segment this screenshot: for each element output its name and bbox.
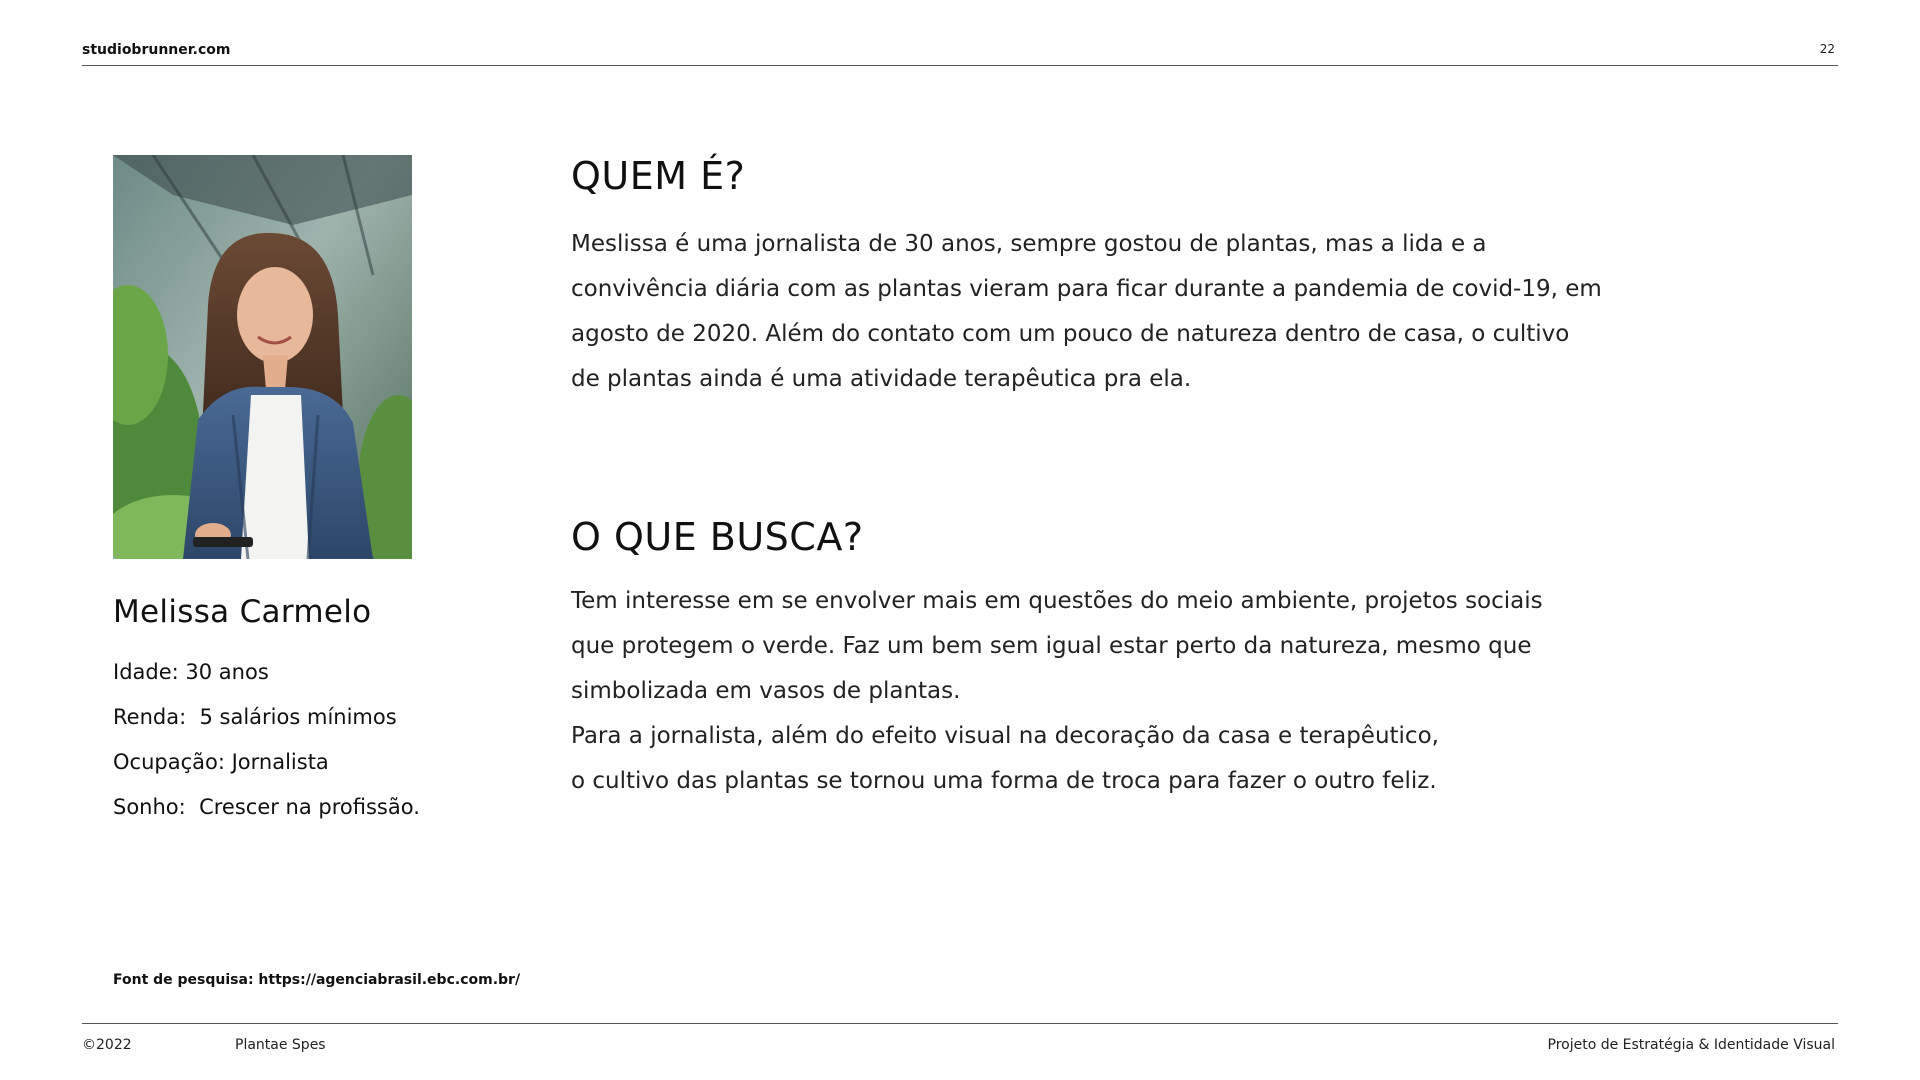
footer-project-title: Projeto de Estratégia & Identidade Visual	[1547, 1037, 1835, 1053]
header-divider	[82, 65, 1838, 66]
footer-divider	[82, 1023, 1838, 1024]
who-paragraph	[571, 222, 1651, 402]
footer-copyright: ©2022	[82, 1037, 132, 1053]
seeks-line: Para a jornalista, além do efeito visual na decoração da casa e terapêutico,	[571, 723, 1439, 749]
page-number: 22	[1819, 42, 1835, 56]
seeks-paragraph	[571, 579, 1651, 804]
persona-facts-list	[113, 650, 420, 830]
persona-name: Melissa Carmelo	[113, 594, 372, 630]
research-source-note: Font de pesquisa: https://agenciabrasil.ebc.com.br/	[113, 972, 521, 988]
footer-brand: Plantae Spes	[235, 1037, 326, 1053]
persona-age: Idade: 30 anos	[113, 660, 269, 684]
who-line: convivência diária com as plantas vieram para ficar durante a pandemia de covid-19, em	[571, 276, 1602, 302]
who-line: Meslissa é uma jornalista de 30 anos, sempre gostou de plantas, mas a lida e a	[571, 231, 1487, 257]
seeks-line: simbolizada em vasos de plantas.	[571, 678, 961, 704]
who-line: de plantas ainda é uma atividade terapêutica pra ela.	[571, 366, 1192, 392]
seeks-line: Tem interesse em se envolver mais em questões do meio ambiente, projetos sociais	[571, 588, 1543, 614]
who-heading: QUEM É?	[571, 154, 746, 198]
site-url: studiobrunner.com	[82, 42, 231, 58]
persona-photo	[113, 155, 412, 559]
who-line: agosto de 2020. Além do contato com um pouco de natureza dentro de casa, o cultivo	[571, 321, 1570, 347]
seeks-heading: O QUE BUSCA?	[571, 515, 864, 559]
persona-occupation: Ocupação: Jornalista	[113, 750, 329, 774]
persona-dream: Sonho: Crescer na profissão.	[113, 795, 420, 819]
persona-photo-illustration	[113, 155, 412, 559]
persona-income: Renda: 5 salários mínimos	[113, 705, 397, 729]
seeks-line: que protegem o verde. Faz um bem sem igual estar perto da natureza, mesmo que	[571, 633, 1532, 659]
seeks-line: o cultivo das plantas se tornou uma forma de troca para fazer o outro feliz.	[571, 768, 1437, 794]
